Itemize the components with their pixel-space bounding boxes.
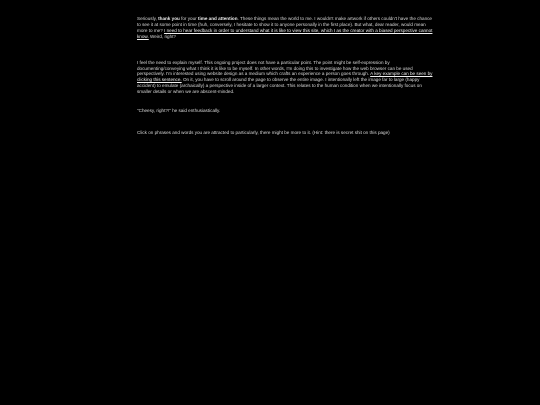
text-span: Weird, right? — [148, 33, 176, 39]
cheesy-quote-text: "Cheesy, right?!" he said enthusiastically. — [137, 108, 221, 114]
emphasis-time-attention: time and attention — [197, 16, 238, 21]
text-span: for your — [179, 16, 198, 21]
text-span: On it, you have to scroll around the page to observe the entire image. I intentionally left the image far to large (happy accident) to emulate (archaically) a perspective inside of a larger context. This relates to the human condition when we intentionally focus on smaller details or when we are abscent-minded. — [137, 77, 422, 95]
text-span: Seriously, — [137, 16, 159, 21]
text-span: . These things mean the world to me. I wouldn't make artwork if others couldn't have the chance to see it at some point in time (huh, conversely, I hesitate to show it to anyone personally in the first place). But what, dear reader, would mean more to me? — [137, 16, 432, 33]
cheesy-quote-paragraph — [137, 108, 433, 114]
hint-text: Click on phrases and words you are attracted to particularly, there might be more to it. (Hint: there is secret shit on this page) — [137, 129, 390, 135]
text-span: I feel the need to explain myself. This ongoing project does not have a particular point. The point might be self-expression by documenting/conveying what I think it is like to be myself. In other words, I'm doing this to investigate how the web browser can be used perspectively. I'm interested using website design as a medium which crafts an experience a person goes through. — [137, 59, 413, 77]
key-example-link[interactable]: A key example can be seen by clicking this sentence. — [137, 71, 433, 83]
emphasis-thank-you: thank you — [158, 16, 180, 21]
main-content — [137, 16, 433, 156]
thank-you-paragraph — [137, 16, 433, 40]
feedback-link[interactable]: I need to hear feedback in order to understand what it is like to view this site, which I as the creator with a biased perspective cannot know. — [137, 27, 433, 39]
hint-paragraph — [137, 130, 433, 136]
explanation-paragraph — [137, 60, 433, 95]
